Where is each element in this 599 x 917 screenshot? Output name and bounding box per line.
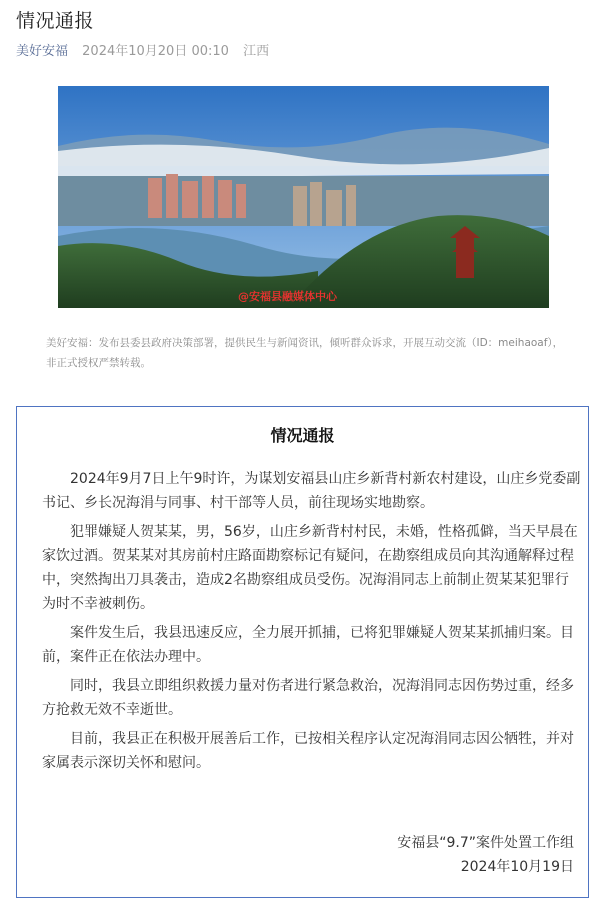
notice-paragraph: 同时，我县立即组织救援力量对伤者进行紧急救治，况海涓同志因伤势过重，经多方抢救无效不幸逝世。 [42,678,574,718]
notice-paragraph: 犯罪嫌疑人贺某某，男，56岁，山庄乡新背村村民，未婚，性格孤僻，当天早晨在家饮过酒。贺某某对其房前村庄路面勘察标记有疑问，在勘察组成员向其沟通解释过程中，突然掏出刀具袭击，造成2名勘察组成员受伤。况海涓同志上前制止贺某某犯罪行为时不幸被刺伤。 [42,524,578,612]
hero-image[interactable] [58,86,549,308]
image-watermark: @安福县融媒体中心 [238,290,337,303]
article-meta [16,40,269,59]
account-name-link[interactable]: 美好安福 [16,44,69,59]
account-caption: 美好安福：发布县委县政府决策部署，提供民生与新闻资讯，倾听群众诉求，开展互动交流（ID：meihaoaf），非正式授权严禁转载。 [46,337,564,369]
notice-signature [397,831,574,879]
signature-org: 安福县“9.7”案件处置工作组 [397,835,574,851]
notice-paragraph: 2024年9月7日上午9时许，为谋划安福县山庄乡新背村新农村建设，山庄乡党委副书记、乡长况海涓与同事、村干部等人员，前往现场实地勘察。 [42,471,581,511]
notice-title: 情况通报 [270,426,335,445]
city-landscape-photo-icon [58,86,549,308]
notice-paragraph: 案件发生后，我县迅速反应，全力展开抓捕，已将犯罪嫌疑人贺某某抓捕归案。目前，案件正在依法办理中。 [42,625,574,665]
notice-paragraph: 目前，我县正在积极开展善后工作，已按相关程序认定况海涓同志因公牺牲，并对家属表示深切关怀和慰问。 [42,731,574,771]
signature-date: 2024年10月19日 [460,859,574,875]
notice-box [16,406,589,898]
notice-body [42,467,582,780]
publish-time: 2024年10月20日 00:10 [82,44,229,59]
article-title: 情况通报 [16,10,95,32]
publish-location: 江西 [243,44,270,59]
